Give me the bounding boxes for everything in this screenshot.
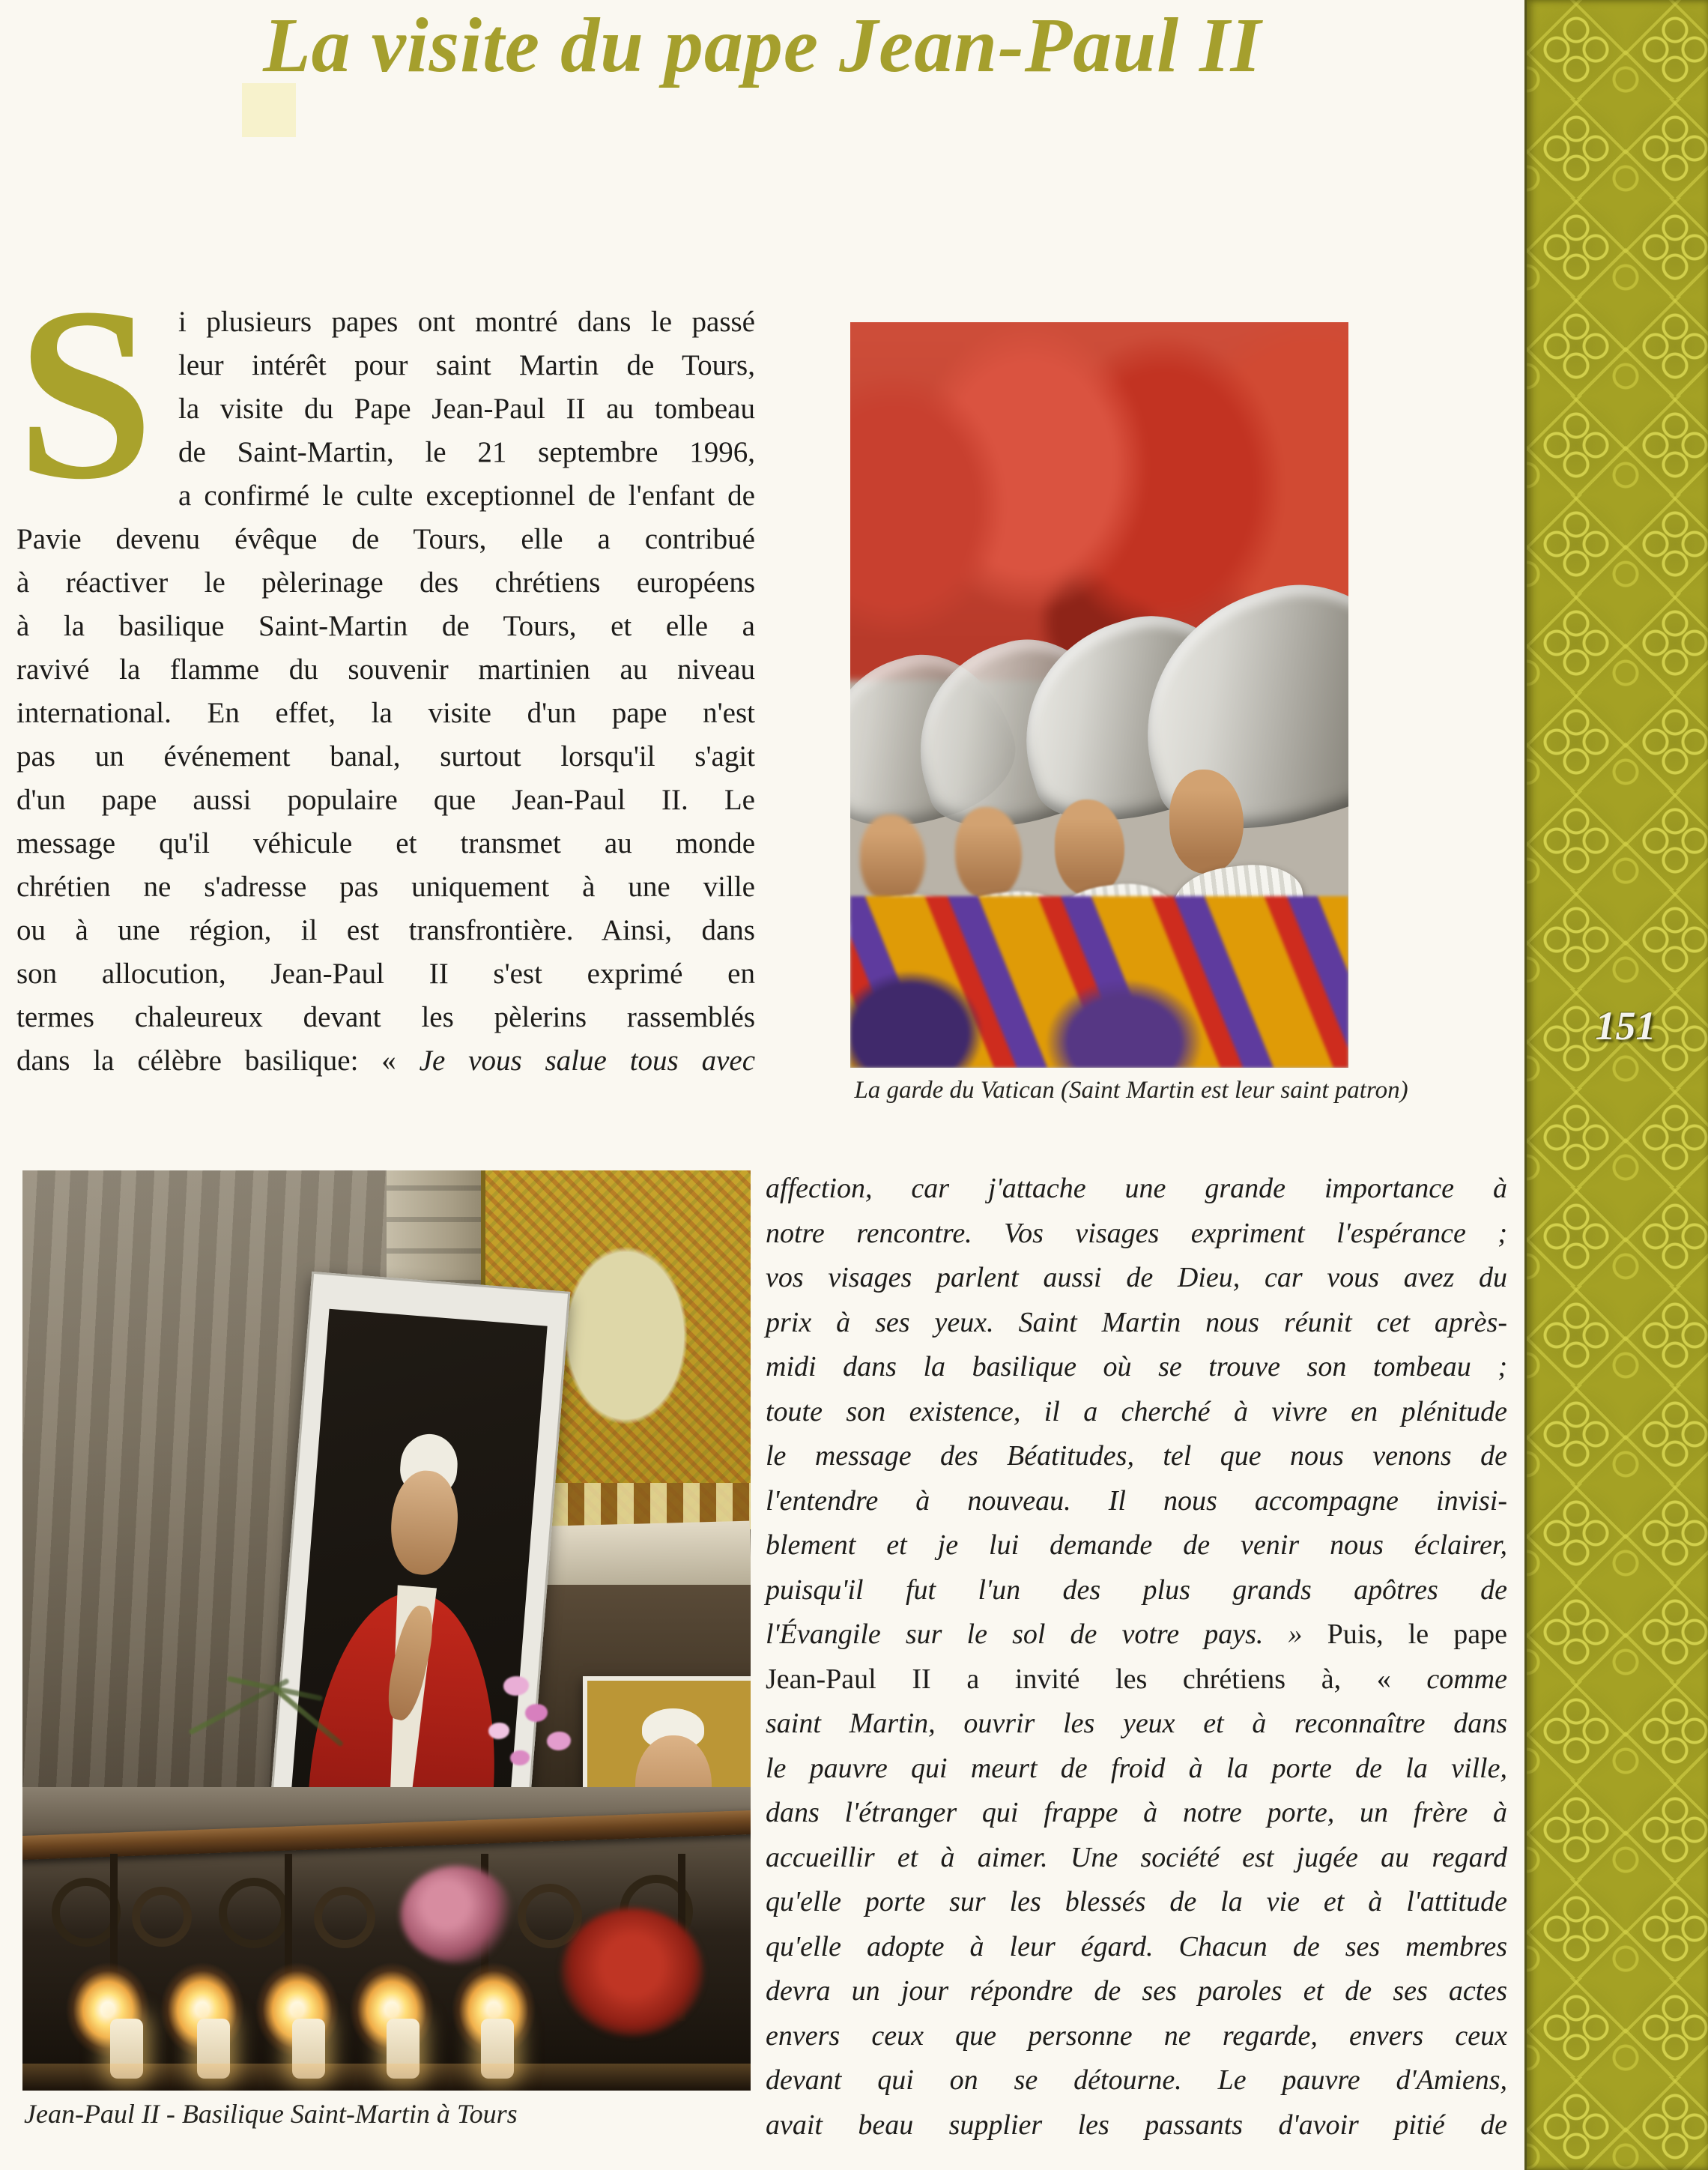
right-text-column <box>766 1167 1507 2148</box>
text-line <box>766 1969 1507 2014</box>
text-line <box>16 822 755 865</box>
scan-artifact <box>242 83 296 137</box>
text-segment: midi dans la basilique où se trouve son tombeau ; <box>766 1351 1507 1382</box>
text-line <box>766 1434 1507 1479</box>
text-segment: Puis, le pape <box>1327 1619 1508 1650</box>
basilica-photo-caption: Jean-Paul II - Basilique Saint-Martin à Tours <box>24 2099 518 2129</box>
text-segment: affection, car j'attache une grande importance à <box>766 1173 1507 1204</box>
guards-photo-caption: La garde du Vatican (Saint Martin est leur saint patron) <box>854 1077 1408 1104</box>
text-segment: message qu'il véhicule et transmet au monde <box>16 827 755 859</box>
text-segment: comme <box>1426 1663 1507 1695</box>
text-segment: dans l'étranger qui frappe à notre porte, un frère à <box>766 1797 1507 1828</box>
text-segment: ou à une région, il est transfrontière. Ainsi, dans <box>16 914 755 946</box>
text-line <box>16 561 755 605</box>
text-line <box>16 909 755 952</box>
iron-scroll <box>219 1878 289 1948</box>
text-line <box>766 2103 1507 2148</box>
text-segment: le pauvre qui meurt de froid à la porte de la ville, <box>766 1752 1507 1784</box>
text-segment: la visite du Pape Jean-Paul II au tombeau <box>178 393 755 425</box>
text-line <box>766 1345 1507 1390</box>
railing-zone <box>22 1787 751 2091</box>
text-segment: saint Martin, ouvrir les yeux et à reconnaître dans <box>766 1708 1507 1739</box>
photo-swiss-guards <box>850 322 1348 1068</box>
text-segment: ravivé la flamme du souvenir martinien au niveau <box>16 653 755 686</box>
text-line <box>16 518 755 561</box>
text-segment: à la basilique Saint-Martin de Tours, et elle a <box>16 610 755 642</box>
text-line <box>766 1479 1507 1524</box>
text-segment: accueillir et à aimer. Une société est jugée au regard <box>766 1841 1507 1873</box>
text-line <box>766 1702 1507 1747</box>
text-segment: l'Évangile sur le sol de votre pays. » <box>766 1619 1327 1650</box>
text-segment: notre rencontre. Vos visages expriment l'espérance ; <box>766 1217 1507 1249</box>
text-line <box>766 1568 1507 1613</box>
text-line <box>16 692 755 735</box>
text-line <box>16 865 755 909</box>
decorative-border-strip <box>1524 0 1708 2170</box>
text-line <box>766 1836 1507 1881</box>
text-segment: Je vous salue tous avec <box>419 1045 756 1077</box>
text-segment: chrétien ne s'adresse pas uniquement à une ville <box>16 871 755 903</box>
text-segment: pas un événement banal, surtout lorsqu'il s'agit <box>16 740 755 773</box>
text-segment: son allocution, Jean-Paul II s'est exprimé en <box>16 958 755 990</box>
striped-uniforms <box>850 896 1348 1068</box>
text-line <box>766 1880 1507 1925</box>
iron-scroll <box>132 1887 192 1947</box>
text-segment: prix à ses yeux. Saint Martin nous réunit cet après- <box>766 1306 1507 1338</box>
text-segment: toute son existence, il a cherché à vivre en plénitude <box>766 1395 1507 1427</box>
text-line <box>16 996 755 1039</box>
wooden-handrail <box>22 1810 751 1861</box>
guard-face <box>1055 800 1124 896</box>
text-segment: à réactiver le pèlerinage des chrétiens européens <box>16 566 755 599</box>
text-line <box>766 1791 1507 1836</box>
orchid-flower <box>488 1723 509 1739</box>
drop-cap: S <box>16 257 154 531</box>
text-line <box>766 1747 1507 1792</box>
text-line <box>16 779 755 822</box>
text-segment: a confirmé le culte exceptionnel de l'enfant de <box>178 480 755 512</box>
text-line <box>766 1613 1507 1657</box>
text-line <box>16 605 755 648</box>
text-segment: devra un jour répondre de ses paroles et de ses actes <box>766 1975 1507 2007</box>
text-segment: Jean-Paul II a invité les chrétiens à, « <box>766 1663 1427 1695</box>
text-line <box>766 2058 1507 2103</box>
text-segment: l'entendre à nouveau. Il nous accompagne invisi- <box>766 1484 1507 1517</box>
text-segment: leur intérêt pour saint Martin de Tours, <box>178 349 755 381</box>
text-line <box>766 1925 1507 1970</box>
photo-basilica-jean-paul-ii <box>22 1170 751 2091</box>
table-reflection <box>22 2064 751 2091</box>
text-line <box>766 2014 1507 2059</box>
orchid-flower <box>510 1750 530 1765</box>
page-number: 151 <box>1595 1003 1656 1048</box>
text-line <box>16 1039 755 1083</box>
text-segment: international. En effet, la visite d'un pape n'est <box>16 697 755 729</box>
text-segment: d'un pape aussi populaire que Jean-Paul II. Le <box>16 784 755 816</box>
text-segment: qu'elle adopte à leur égard. Chacun de ses membres <box>766 1930 1507 1962</box>
guard-face <box>1169 770 1244 874</box>
text-segment: puisqu'il fut l'un des plus grands apôtres de <box>766 1574 1507 1606</box>
text-line <box>766 1256 1507 1301</box>
text-segment: de Saint-Martin, le 21 septembre 1996, <box>178 436 755 468</box>
text-line <box>766 1523 1507 1568</box>
text-segment: avait beau supplier les passants d'avoir pitié de <box>766 2109 1507 2141</box>
text-line <box>766 1212 1507 1257</box>
text-segment: termes chaleureux devant les pèlerins rassemblés <box>16 1001 755 1033</box>
page-title: La visite du pape Jean-Paul II <box>263 2 1262 88</box>
text-segment: envers ceux que personne ne regarde, envers ceux <box>766 2019 1507 2052</box>
guard-face <box>860 814 924 904</box>
text-segment: qu'elle porte sur les blessés de la vie et à l'attitude <box>766 1886 1507 1917</box>
text-line <box>16 952 755 996</box>
text-segment: vos visages parlent aussi de Dieu, car vous avez du <box>766 1262 1507 1293</box>
text-line <box>766 1301 1507 1346</box>
text-line <box>766 1390 1507 1435</box>
text-line <box>16 735 755 779</box>
text-line <box>766 1657 1507 1702</box>
text-segment: i plusieurs papes ont montré dans le passé <box>178 306 755 338</box>
left-text-column <box>16 257 756 1083</box>
text-segment: le message des Béatitudes, tel que nous venons de <box>766 1440 1507 1472</box>
red-flowers <box>561 1908 703 2036</box>
text-segment: Pavie devenu évêque de Tours, elle a contribué <box>16 523 755 555</box>
text-line <box>16 648 755 692</box>
text-segment: blement et je lui demande de venir nous éclairer, <box>766 1529 1507 1561</box>
text-segment: devant qui on se détourne. Le pauvre d'Amiens, <box>766 2064 1507 2096</box>
text-line <box>766 1167 1507 1212</box>
iron-scroll <box>314 1887 375 1948</box>
text-segment: dans la célèbre basilique: « <box>16 1045 420 1077</box>
